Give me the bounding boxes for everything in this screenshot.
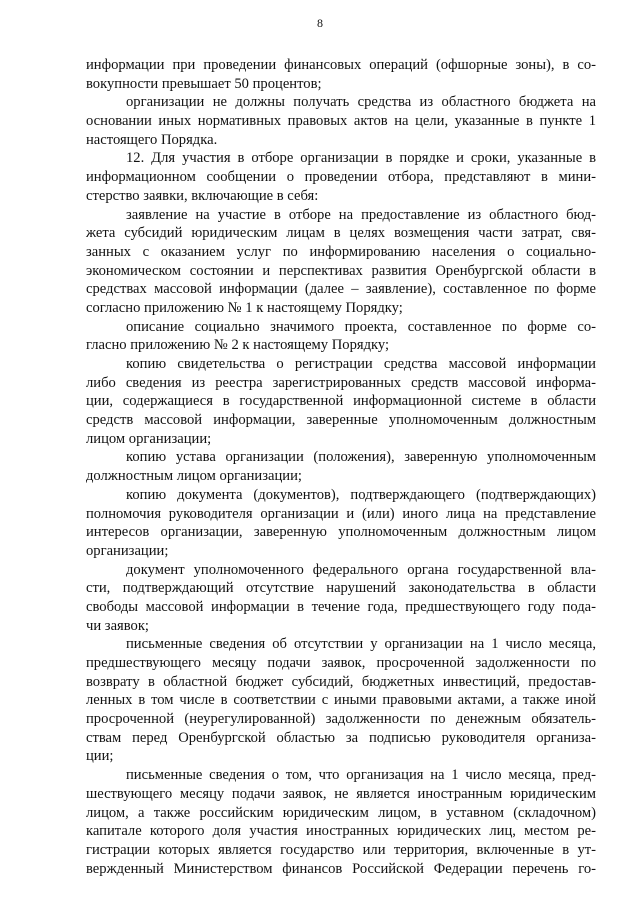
text-line: ции, содержащиеся в государственной информационной системе в области: [86, 393, 596, 410]
text-line: капитале которого доля участия иностранных юридических лиц, местом ре-: [86, 823, 596, 840]
text-line: просроченной (неурегулированной) задолженности по денежным обязатель-: [86, 711, 596, 728]
text-line: настоящего Порядка.: [86, 131, 218, 148]
text-line: сти, подтверждающий отсутствие нарушений законодательства в области: [86, 580, 596, 597]
text-line: экономическом состоянии и перспективах развития Оренбургской области в: [86, 262, 596, 279]
document-body: [86, 56, 596, 878]
page-number: 8: [317, 16, 323, 30]
text-line: описание социально значимого проекта, составленное по форме со-: [126, 318, 596, 335]
text-line: 12. Для участия в отборе организации в порядке и сроки, указанные в: [126, 150, 596, 167]
text-line: ции;: [86, 748, 114, 765]
text-line: информации при проведении финансовых операций (офшорные зоны), в со-: [86, 57, 596, 73]
text-line: полномочия руководителя организации и (или) иного лица на представление: [86, 505, 596, 522]
text-line: ленных в том числе в соответствии с иными правовыми актами, а также иной: [86, 692, 596, 709]
text-line: вержденный Министерством финансов Российской Федерации перечень го-: [86, 860, 596, 877]
text-line: копию свидетельства о регистрации средства массовой информации: [126, 356, 596, 372]
text-line: вокупности превышает 50 процентов;: [86, 75, 322, 92]
text-line: гласно приложению № 2 к настоящему Порядку;: [86, 337, 390, 354]
text-line: письменные сведения об отсутствии у организации на 1 число месяца,: [126, 636, 596, 653]
text-line: занных с оказанием услуг по информированию населения о социально-: [86, 243, 596, 260]
text-line: информационном сообщении о проведении отбора, представляют в мини-: [86, 169, 596, 186]
text-line: копию устава организации (положения), заверенную уполномоченным: [126, 449, 596, 466]
text-line: копию документа (документов), подтверждающего (подтверждающих): [126, 486, 596, 503]
text-line: шествующего месяцу подачи заявок, не является иностранным юридическим: [86, 785, 596, 802]
text-line: гистрации которых является государство или территория, включенные в ут-: [86, 841, 596, 858]
text-line: основании иных нормативных правовых актов на цели, указанные в пункте 1: [86, 113, 596, 130]
text-line: жета субсидий юридическим лицам в целях возмещения части затрат, свя-: [86, 225, 596, 242]
text-line: организации не должны получать средства из областного бюджета на: [126, 94, 596, 111]
text-line: заявление на участие в отборе на предоставление из областного бюд-: [126, 206, 596, 223]
text-line: средств массовой информации, заверенные уполномоченным должностным: [86, 412, 596, 429]
text-line: должностным лицом организации;: [86, 468, 302, 485]
text-line: согласно приложению № 1 к настоящему Порядку;: [86, 299, 403, 316]
text-line: средствах массовой информации (далее – заявление), составленное по форме: [86, 281, 596, 298]
text-line: лицом организации;: [86, 430, 212, 447]
text-line: стерство заявки, включающие в себя:: [86, 187, 319, 204]
text-line: возврату в областной бюджет субсидий, бюджетных инвестиций, предостав-: [86, 673, 596, 690]
text-line: свободы массовой информации в течение года, предшествующего году пода-: [86, 598, 596, 615]
text-line: либо сведения из реестра зарегистрированных средств массовой информа-: [86, 374, 596, 391]
text-line: лицом, а также российским юридическим лицом, в уставном (складочном): [86, 804, 596, 821]
text-line: организации;: [86, 542, 169, 559]
text-line: письменные сведения о том, что организация на 1 число месяца, пред-: [126, 767, 596, 784]
text-line: ствам перед Оренбургской областью за подписью руководителя организа-: [86, 729, 596, 746]
text-line: чи заявок;: [86, 617, 149, 634]
text-line: интересов организации, заверенную уполномоченным должностным лицом: [86, 524, 596, 541]
text-line: документ уполномоченного федерального органа государственной вла-: [126, 561, 596, 578]
text-line: предшествующего месяцу подачи заявок, просроченной задолженности по: [86, 655, 596, 671]
